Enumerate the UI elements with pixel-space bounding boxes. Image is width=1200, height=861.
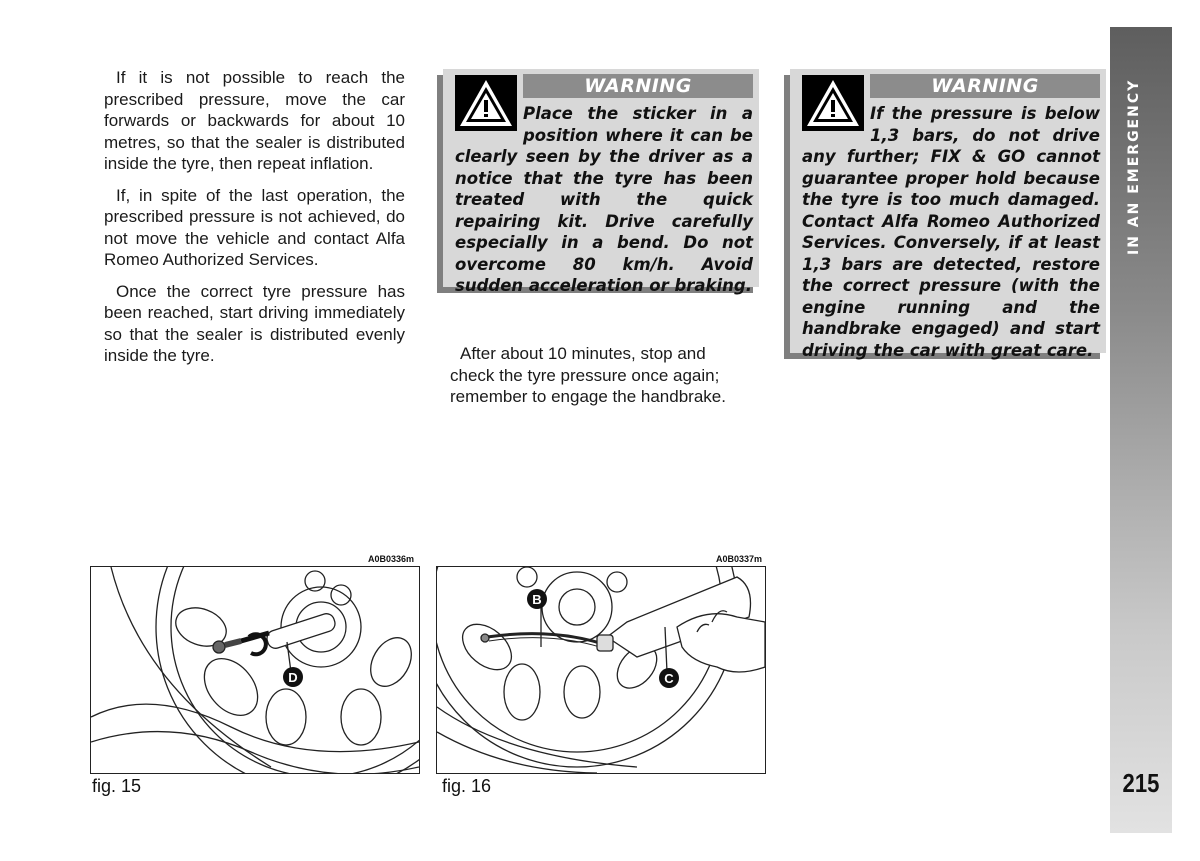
- paragraph: After about 10 minutes, stop and check the tyre pressure once again; remember to engage the handbrake.: [450, 344, 726, 406]
- paragraph: If, in spite of the last operation, the prescribed pressure is not achieved, do not move the vehicle and contact Alfa Romeo Authorized Services.: [104, 185, 405, 269]
- warning-title: WARNING: [870, 74, 1100, 98]
- page-number: 215: [1122, 768, 1160, 798]
- figure-code: A0B0337m: [716, 554, 763, 564]
- callout-c: C: [664, 671, 674, 686]
- warning-text-container: [455, 103, 753, 297]
- figure-16-illustration: [436, 566, 766, 774]
- paragraph: Once the correct tyre pressure has been reached, start driving immediately so that the sealer is distributed evenly inside the tyre.: [104, 281, 405, 365]
- figure-code: A0B0336m: [368, 554, 415, 564]
- warning-box: [790, 69, 1106, 360]
- warning-box: [443, 69, 759, 295]
- left-text-column: [104, 67, 405, 377]
- section-label: IN AN EMERGENCY: [1126, 78, 1142, 255]
- callout-d: D: [288, 670, 298, 685]
- middle-text-column: [450, 343, 750, 418]
- callout-b: B: [532, 592, 542, 607]
- warning-title: WARNING: [523, 74, 753, 98]
- warning-text: Place the sticker in a position where it can be clearly seen by the driver as a notice that the tyre has been treated with the quick repairing kit. Drive carefully especially in a bend. Do not overcome 80 km/h. Avoid sudden acceleration or braking.: [455, 104, 753, 295]
- icon-spacer: [455, 103, 523, 139]
- warning-text: If the pressure is below 1,3 bars, do not drive any further; FIX & GO cannot guarantee proper hold because the tyre is too much damaged. Contact Alfa Romeo Authorized Services. Conversely, if at least 1,3 bars are detected, restore the correct pressure (with the engine running and the handbrake engaged) and start driving the car with great care.: [802, 104, 1100, 360]
- figure-15-illustration: [90, 566, 420, 774]
- warning-text-container: [802, 103, 1100, 361]
- paragraph: If it is not possible to reach the prescribed pressure, move the car forwards or backwards for about 10 metres, so that the sealer is distributed inside the tyre, then repeat inflation.: [104, 68, 405, 173]
- icon-spacer: [802, 103, 870, 139]
- figure-caption: fig. 16: [442, 776, 492, 796]
- figure-caption: fig. 15: [92, 776, 142, 796]
